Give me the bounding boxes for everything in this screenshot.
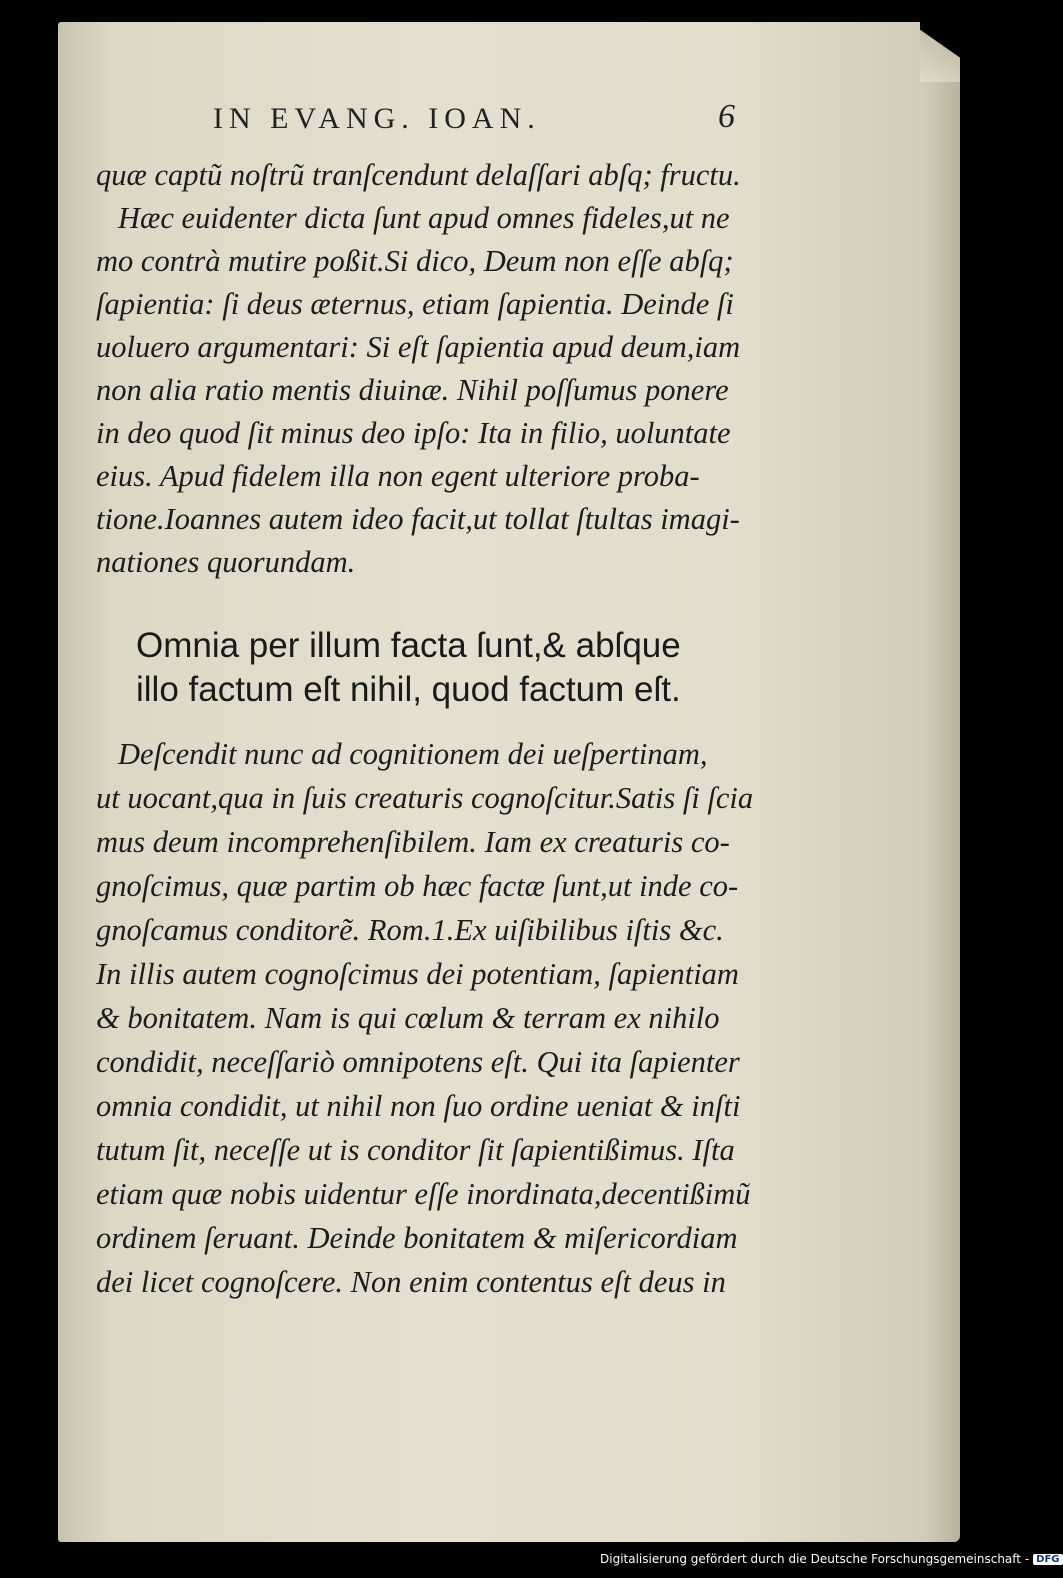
text-line: gnoſcimus, quæ partim ob hæc factæ ſunt,ut inde co- [96, 869, 739, 903]
book-page [58, 22, 960, 1542]
scripture-verse [136, 624, 856, 712]
text-line: tione.Ioannes autem ideo facit,ut tollat ſtultas imagi- [96, 502, 740, 536]
verse-line: Omnia per illum facta ſunt,& abſque [136, 626, 681, 665]
digitization-footer [600, 1552, 1063, 1566]
text-line: Hæc euidenter dicta ſunt apud omnes fideles,ut ne [118, 201, 730, 235]
text-line: quæ captũ noſtrũ tranſcendunt delaſſari abſq; fructu. [96, 158, 741, 192]
page-corner-fold [920, 22, 960, 82]
page-number: 6 [718, 98, 735, 135]
text-line: gnoſcamus conditorẽ. Rom.1.Ex uiſibilibus iſtis &c. [96, 913, 724, 947]
text-line: tutum ſit, neceſſe ut is conditor ſit ſapientißimus. Iſta [96, 1133, 735, 1167]
paragraph-1 [96, 154, 816, 584]
footer-text: Digitalisierung gefördert durch die Deutsche Forschungsgemeinschaft - [600, 1552, 1030, 1566]
text-line: mus deum incomprehenſibilem. Iam ex creaturis co- [96, 825, 730, 859]
text-line: condidit, neceſſariò omnipotens eſt. Qui ita ſapienter [96, 1045, 740, 1079]
text-line: Deſcendit nunc ad cognitionem dei ueſpertinam, [118, 737, 708, 771]
text-line: ut uocant,qua in ſuis creaturis cognoſcitur.Satis ſi ſcia [96, 781, 754, 815]
text-line: non alia ratio mentis diuinæ. Nihil poſſumus ponere [96, 373, 729, 407]
text-line: dei licet cognoſcere. Non enim contentus eſt deus in [96, 1265, 726, 1299]
text-line: nationes quorundam. [96, 545, 356, 579]
text-line: ſapientia: ſi deus æternus, etiam ſapientia. Deinde ſi [96, 287, 734, 321]
running-header: IN EVANG. IOAN. [213, 102, 541, 135]
paragraph-2 [96, 732, 816, 1304]
text-line: ordinem ſeruant. Deinde bonitatem & miſericordiam [96, 1221, 738, 1255]
text-line: uoluero argumentari: Si eſt ſapientia apud deum,iam [96, 330, 741, 364]
text-line: etiam quæ nobis uidentur eſſe inordinata,decentißimũ [96, 1177, 751, 1211]
verse-line: illo factum eſt nihil, quod factum eſt. [136, 670, 681, 709]
text-line: eius. Apud fidelem illa non egent ulteriore proba- [96, 459, 700, 493]
text-line: omnia condidit, ut nihil non ſuo ordine ueniat & inſti [96, 1089, 741, 1123]
text-line: In illis autem cognoſcimus dei potentiam, ſapientiam [96, 957, 739, 991]
dfg-logo: DFG [1033, 1554, 1062, 1565]
text-line: in deo quod ſit minus deo ipſo: Ita in filio, uoluntate [96, 416, 731, 450]
text-line: mo contrà mutire poßit.Si dico, Deum non eſſe abſq; [96, 244, 734, 278]
text-line: & bonitatem. Nam is qui cœlum & terram ex nihilo [96, 1001, 720, 1035]
